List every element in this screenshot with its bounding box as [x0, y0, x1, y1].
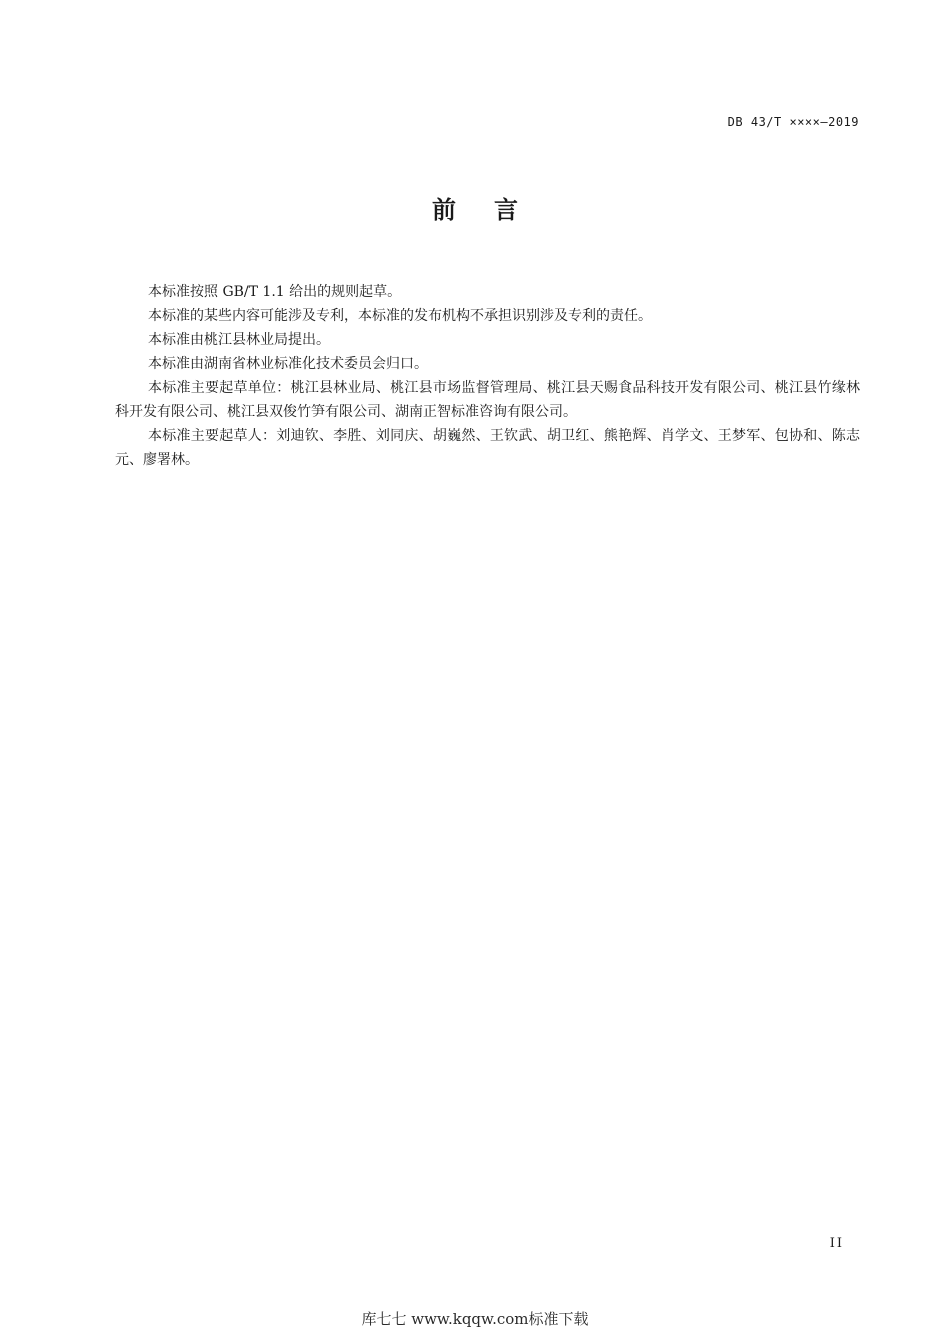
paragraph-drafters: 本标准主要起草人：刘迪钦、李胜、刘同庆、胡巍然、王钦武、胡卫红、熊艳辉、肖学文、王梦军、包协和、陈志元、廖署林。 [115, 428, 860, 468]
preface-body [115, 280, 860, 472]
paragraph-drafting-units: 本标准主要起草单位：桃江县林业局、桃江县市场监督管理局、桃江县天赐食品科技开发有限公司、桃江县竹缘林科开发有限公司、桃江县双俊竹笋有限公司、湖南正智标准咨询有限公司。 [115, 380, 860, 420]
paragraph-drafting-rules: 本标准按照 GB/T 1.1 给出的规则起草。 [148, 284, 402, 300]
page-title: 前言 [432, 196, 556, 224]
paragraph-committee: 本标准由湖南省林业标准化技术委员会归口。 [148, 356, 428, 372]
watermark-text: 库七七 www.kqqw.com标准下载 [361, 1310, 589, 1328]
paragraph-patent-notice: 本标准的某些内容可能涉及专利，本标准的发布机构不承担识别涉及专利的责任。 [148, 308, 652, 324]
standard-code: DB 43/T ××××—2019 [727, 115, 859, 129]
paragraph-proposer: 本标准由桃江县林业局提出。 [148, 332, 330, 348]
page-number: II [829, 1236, 844, 1251]
